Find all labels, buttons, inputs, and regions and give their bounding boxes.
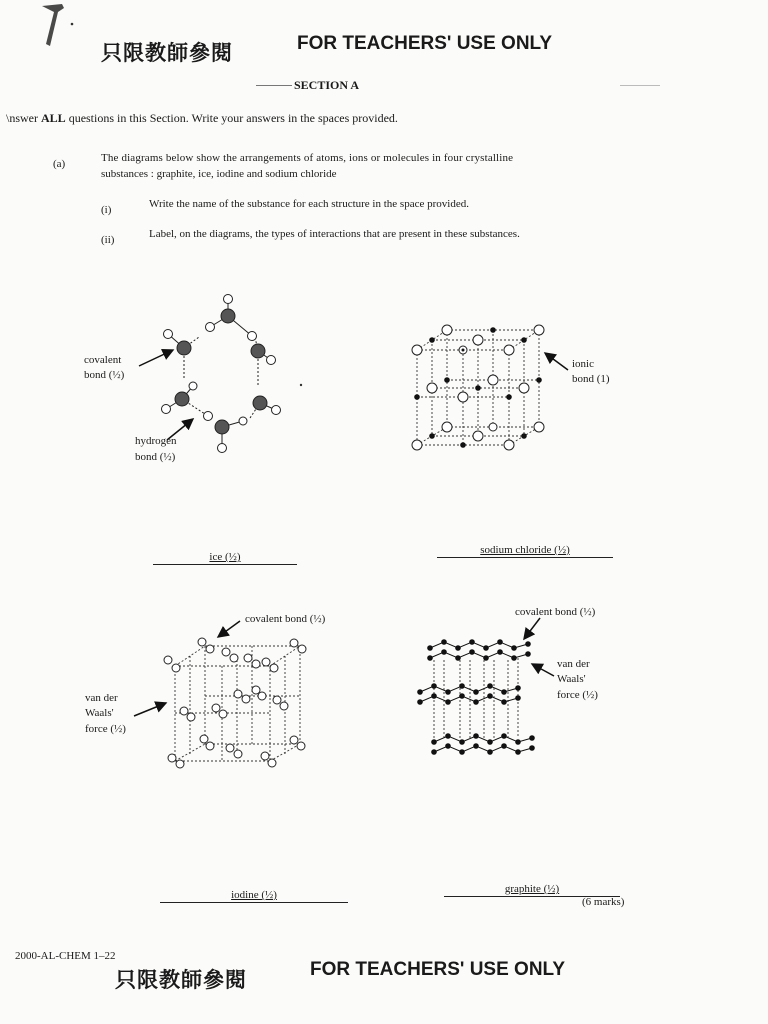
footer-code: 2000-AL-CHEM 1–22 bbox=[15, 950, 116, 962]
section-rule-right bbox=[620, 85, 660, 86]
answer-ice bbox=[153, 550, 297, 565]
graphite-vdw-label-3: force (½) bbox=[557, 689, 598, 701]
answer-graphite bbox=[444, 882, 620, 897]
footer-chinese: 只限教師參閱 bbox=[115, 968, 247, 992]
iodine-vdw-label-1: van der bbox=[85, 692, 118, 704]
question-label: (a) bbox=[53, 158, 66, 170]
graphite-vdw-label-1: van der bbox=[557, 658, 590, 670]
ice-covalent-label-2: bond (½) bbox=[84, 369, 125, 381]
part-ii-label: (ii) bbox=[101, 234, 115, 246]
answer-sodium-chloride-text: sodium chloride (½) bbox=[480, 544, 570, 556]
answer-iodine bbox=[160, 888, 348, 903]
ice-covalent-label-1: covalent bbox=[84, 354, 122, 366]
iodine-covalent-label: covalent bond (½) bbox=[245, 613, 326, 625]
header-chinese: 只限教師參閱 bbox=[101, 41, 233, 65]
part-ii-text: Label, on the diagrams, the types of interactions that are present in these substances. bbox=[149, 228, 520, 240]
instructions-bold: ALL bbox=[41, 111, 66, 125]
part-i-label: (i) bbox=[101, 204, 112, 216]
instructions-prefix: \nswer bbox=[6, 111, 41, 125]
graphite-vdw-label-2: Waals' bbox=[557, 673, 586, 685]
graphite-covalent-label: covalent bond (½) bbox=[515, 606, 596, 618]
instructions bbox=[6, 111, 398, 126]
answer-ice-text: ice (½) bbox=[209, 551, 241, 563]
section-title: SECTION A bbox=[294, 78, 360, 92]
graphite-arrows bbox=[510, 612, 560, 682]
ice-hydrogen-label-2: bond (½) bbox=[135, 451, 176, 463]
marks: (6 marks) bbox=[582, 896, 625, 908]
iodine-vdw-label-2: Waals' bbox=[85, 707, 114, 719]
question-line-2: substances : graphite, ice, iodine and sodium chloride bbox=[101, 168, 337, 180]
iodine-vdw-label-3: force (½) bbox=[85, 723, 126, 735]
ionic-label-2: bond (1) bbox=[572, 373, 610, 385]
part-i-text: Write the name of the substance for each structure in the space provided. bbox=[149, 198, 469, 210]
footer-english: FOR TEACHERS' USE ONLY bbox=[310, 959, 566, 980]
header-english: FOR TEACHERS' USE ONLY bbox=[297, 33, 553, 54]
ionic-bond-arrow bbox=[540, 348, 572, 374]
answer-iodine-text: iodine (½) bbox=[231, 889, 277, 901]
iodine-arrows bbox=[130, 615, 250, 725]
instructions-rest: questions in this Section. Write your answers in the spaces provided. bbox=[65, 111, 398, 125]
sodium-chloride-diagram bbox=[405, 320, 555, 455]
ice-hydrogen-label-1: hydrogen bbox=[135, 435, 177, 447]
scan-mark bbox=[28, 2, 78, 54]
question-line-1: The diagrams below show the arrangements of atoms, ions or molecules in four crystalline bbox=[101, 152, 514, 164]
section-dash bbox=[256, 85, 292, 86]
ionic-label-1: ionic bbox=[572, 358, 594, 370]
answer-graphite-text: graphite (½) bbox=[504, 883, 560, 895]
answer-sodium-chloride bbox=[437, 543, 613, 558]
